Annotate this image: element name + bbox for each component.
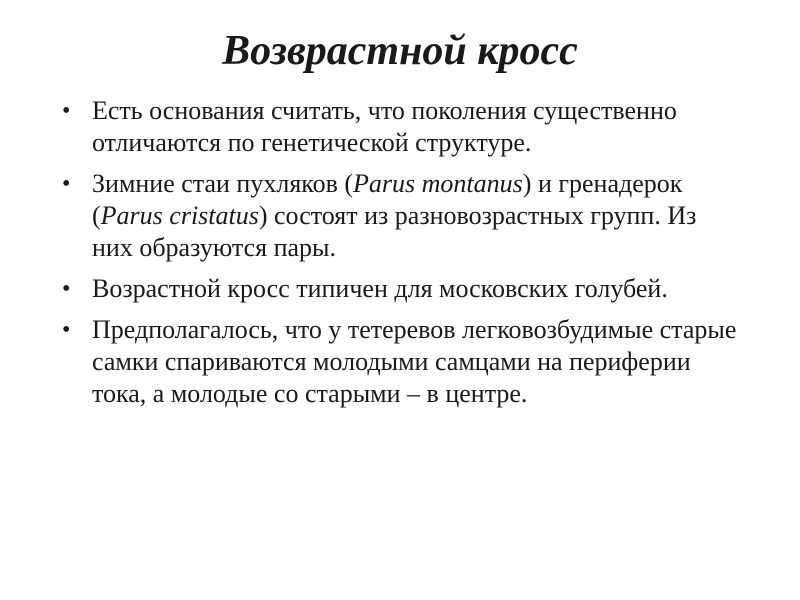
bullet-dot-icon: • xyxy=(62,317,71,343)
bullet-text-segment: ) и гренадерок ( xyxy=(92,169,683,230)
species-name: Parus montanus xyxy=(353,169,523,198)
bullet-item xyxy=(60,95,740,159)
bullet-item xyxy=(60,273,740,305)
bullet-text-segment: Зимние стаи пухляков ( xyxy=(92,169,354,198)
species-name: Parus cristatus xyxy=(100,201,259,230)
bullet-text-segment: Предполагалось, что у тетеревов легковозбудимые старые самки спариваются молодыми самцами на периферии тока, а молодые со старыми – в центре. xyxy=(92,315,737,408)
bullet-dot-icon: • xyxy=(62,171,71,197)
bullet-text-segment: Возрастной кросс типичен для московских голубей. xyxy=(92,274,668,303)
bullet-text-segment: Есть основания считать, что поколения существенно отличаются по генетической структуре. xyxy=(92,96,677,157)
bullet-text-segment: ) состоят из разновозрастных групп. Из них образуются пары. xyxy=(92,201,697,262)
bullet-dot-icon: • xyxy=(62,98,71,124)
slide-title: Возврастной кросс xyxy=(222,28,578,74)
bullet-item xyxy=(60,314,740,410)
bullet-item xyxy=(60,168,740,264)
bullet-dot-icon: • xyxy=(62,276,71,302)
bullet-list xyxy=(60,95,740,419)
